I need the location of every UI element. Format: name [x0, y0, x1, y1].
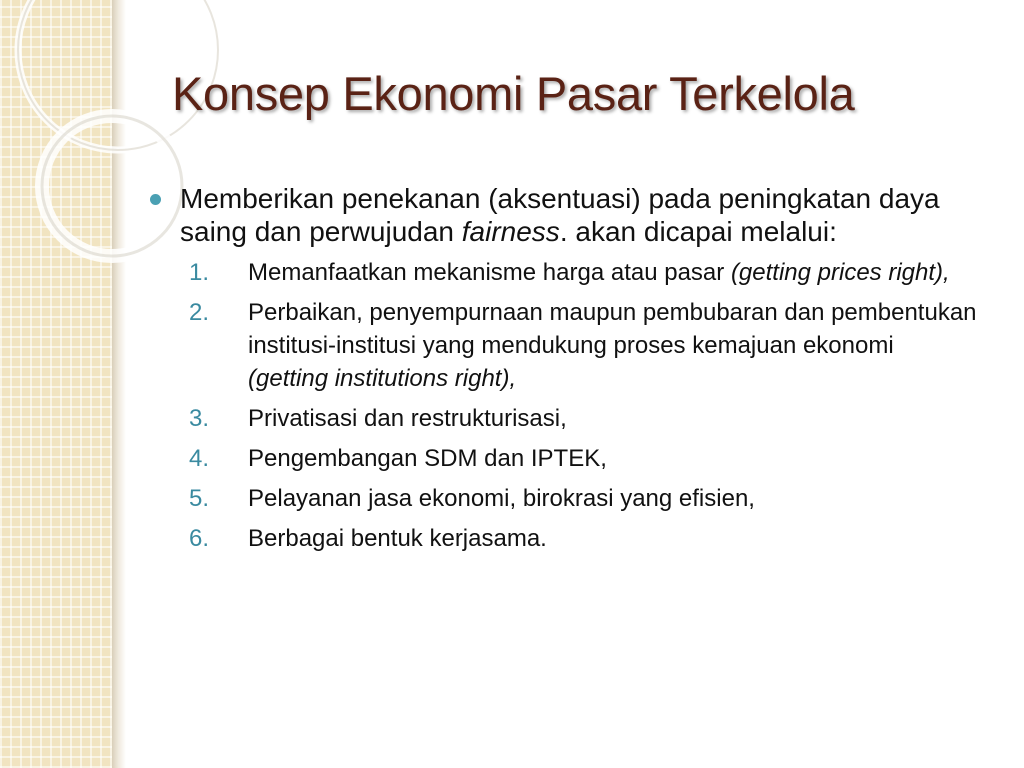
list-item-plain: Pengembangan SDM dan IPTEK,: [248, 445, 607, 472]
main-bullet-text-part1: Memberikan penekanan (aksentuasi) pada peningkatan daya saing dan perwujudan: [180, 183, 940, 247]
list-item-number: 3.: [189, 405, 210, 432]
slide-title: Konsep Ekonomi Pasar Terkelola: [172, 67, 855, 120]
list-item: [148, 482, 978, 515]
main-bullet: [148, 182, 978, 248]
list-item: [148, 522, 978, 555]
list-item: [148, 256, 978, 289]
slide-content: [148, 182, 978, 562]
list-item: [148, 402, 978, 435]
list-item-text: [248, 256, 978, 289]
list-item-text: [248, 522, 978, 555]
list-item-text: [248, 402, 978, 435]
list-item-italic: (getting institutions right),: [248, 365, 517, 392]
list-item-number: 5.: [189, 485, 210, 512]
main-bullet-text-part2: . akan dicapai melalui:: [559, 216, 837, 247]
main-bullet-italic: fairness: [461, 216, 560, 247]
list-item-plain: Berbagai bentuk kerjasama.: [248, 525, 547, 552]
list-item: [148, 296, 978, 395]
numbered-list: [148, 256, 978, 555]
list-item-plain: Perbaikan, penyempurnaan maupun pembubaran dan pembentukan institusi-institusi yang mendukung proses kemajuan ekonomi: [248, 299, 977, 359]
list-item-text: [248, 482, 978, 515]
list-item-number: 4.: [189, 445, 210, 472]
list-item-plain: Memanfaatkan mekanisme harga atau pasar: [248, 259, 731, 286]
list-item-plain: Pelayanan jasa ekonomi, birokrasi yang efisien,: [248, 485, 755, 512]
main-bullet-text: [180, 182, 978, 248]
list-item-italic: (getting prices right),: [730, 259, 950, 286]
list-item-plain: Privatisasi dan restrukturisasi,: [248, 405, 567, 432]
list-item-number: 2.: [189, 299, 210, 326]
bullet-dot-icon: [150, 194, 161, 205]
list-item-number: 1.: [189, 259, 210, 286]
list-item-text: [248, 296, 978, 395]
list-item: [148, 442, 978, 475]
list-item-text: [248, 442, 978, 475]
list-item-number: 6.: [189, 525, 210, 552]
